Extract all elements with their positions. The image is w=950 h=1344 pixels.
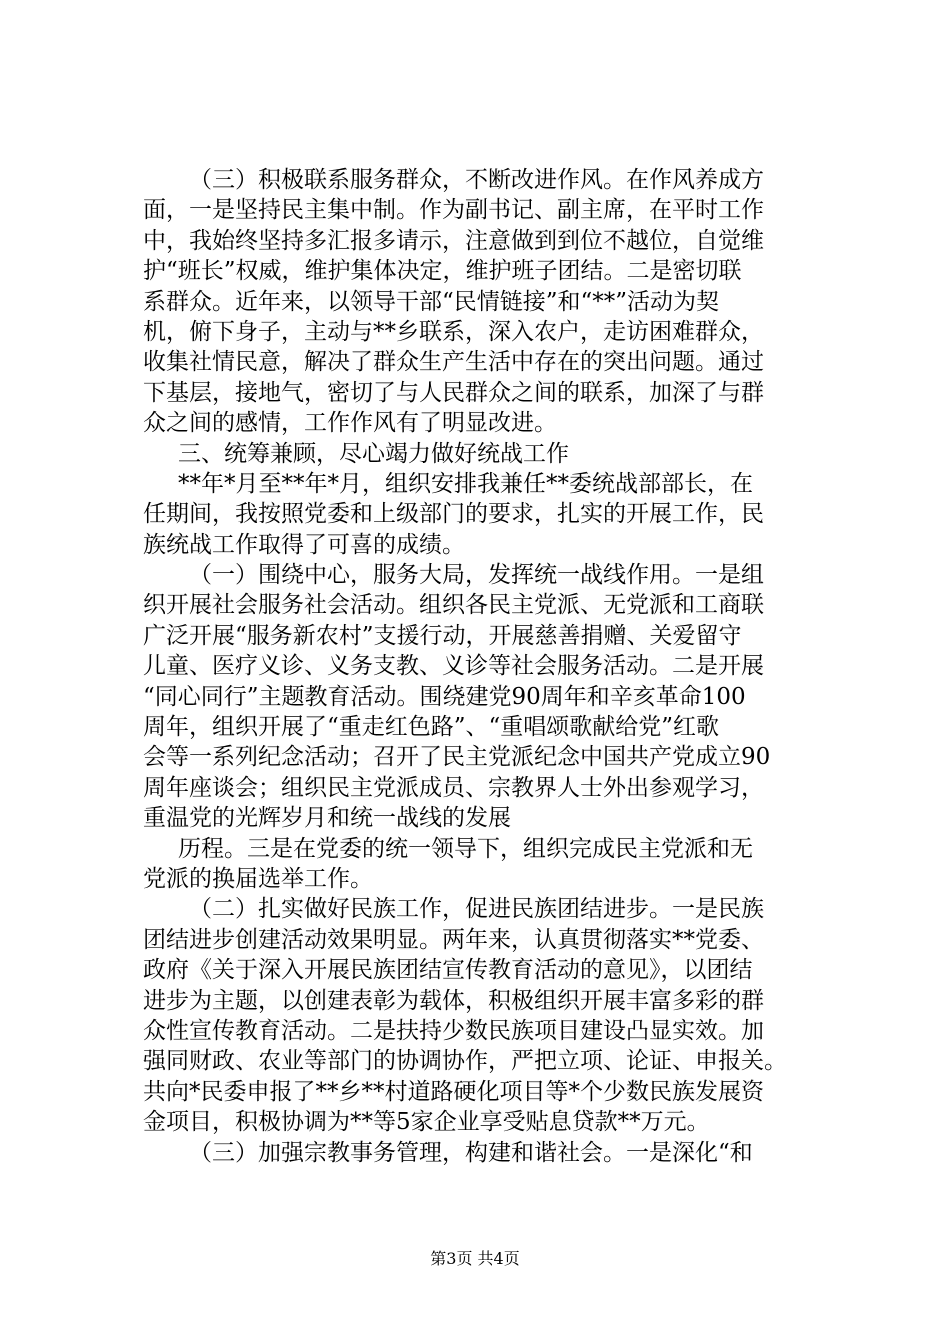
document-body [143, 165, 823, 1168]
text-line: 重温党的光辉岁月和统一战线的发展 [143, 805, 511, 832]
text-line: 机，俯下身子，主动与**乡联系，深入农户，走访困难群众， [143, 318, 764, 345]
text-line: 共向*民委申报了**乡**村道路硬化项目等*个少数民族发展资 [143, 1078, 764, 1105]
text-line: 儿童、医疗义诊、义务支教、义诊等社会服务活动。二是开展 [143, 653, 764, 680]
text-line: （二）扎实做好民族工作，促进民族团结进步。一是民族 [189, 896, 764, 923]
text-line: **年*月至**年*月，组织安排我兼任**委统战部部长，在 [178, 470, 753, 497]
text-line: 党派的换届选举工作。 [143, 865, 373, 892]
text-line: 面，一是坚持民主集中制。作为副书记、副主席，在平时工作 [143, 197, 764, 224]
text-line: 系群众。近年来，以领导干部“民情链接”和“**”活动为契 [143, 288, 720, 315]
page-number: 第3页 共4页 [430, 1249, 520, 1268]
text-line: 团结进步创建活动效果明显。两年来，认真贯彻落实**党委、 [143, 926, 764, 953]
text-line: 进步为主题，以创建表彰为载体，积极组织开展丰富多彩的群 [143, 987, 764, 1014]
text-line: （三）加强宗教事务管理，构建和谐社会。一是深化“和 [189, 1139, 753, 1166]
text-line: 任期间，我按照党委和上级部门的要求，扎实的开展工作，民 [143, 501, 764, 528]
text-line: 广泛开展“服务新农村”支援行动，开展慈善捐赠、关爱留守 [143, 622, 742, 649]
text-line: 收集社情民意，解决了群众生产生活中存在的突出问题。通过 [143, 349, 764, 376]
text-line: （三）积极联系服务群众，不断改进作风。在作风养成方 [189, 167, 764, 193]
text-line: 众性宣传教育活动。二是扶持少数民族项目建设凸显实效。加 [143, 1017, 764, 1044]
text-line: 中，我始终坚持多汇报多请示，注意做到到位不越位，自觉维 [143, 227, 764, 254]
text-line: 历程。三是在党委的统一领导下，组织完成民主党派和无 [178, 835, 753, 862]
text-line: 织开展社会服务社会活动。组织各民主党派、无党派和工商联 [143, 592, 764, 619]
text-line: 周年，组织开展了“重走红色路”、“重唱颂歌献给党”红歌 [143, 714, 720, 741]
page-footer [0, 1248, 950, 1270]
text-line: 护“班长”权威，维护集体决定，维护班子团结。二是密切联 [143, 258, 742, 285]
text-line: “同心同行”主题教育活动。围绕建党90周年和辛亥革命100 [143, 683, 746, 710]
text-line: 族统战工作取得了可喜的成绩。 [143, 531, 465, 558]
section-heading: 三、统筹兼顾，尽心竭力做好统战工作 [178, 440, 569, 467]
text-line: （一）围绕中心，服务大局，发挥统一战线作用。一是组 [189, 562, 764, 589]
text-line: 下基层，接地气，密切了与人民群众之间的联系，加深了与群 [143, 379, 764, 406]
text-line: 会等一系列纪念活动；召开了民主党派纪念中国共产党成立90 [143, 744, 771, 771]
text-line: 政府《关于深入开展民族团结宣传教育活动的意见》，以团结 [143, 957, 753, 984]
text-line: 强同财政、农业等部门的协调协作，严把立项、论证、申报关。 [143, 1048, 787, 1075]
text-line: 金项目，积极协调为**等5家企业享受贴息贷款**万元。 [143, 1109, 710, 1136]
text-line: 周年座谈会；组织民主党派成员、宗教界人士外出参观学习， [143, 774, 764, 801]
text-line: 众之间的感情，工作作风有了明显改进。 [143, 410, 557, 437]
